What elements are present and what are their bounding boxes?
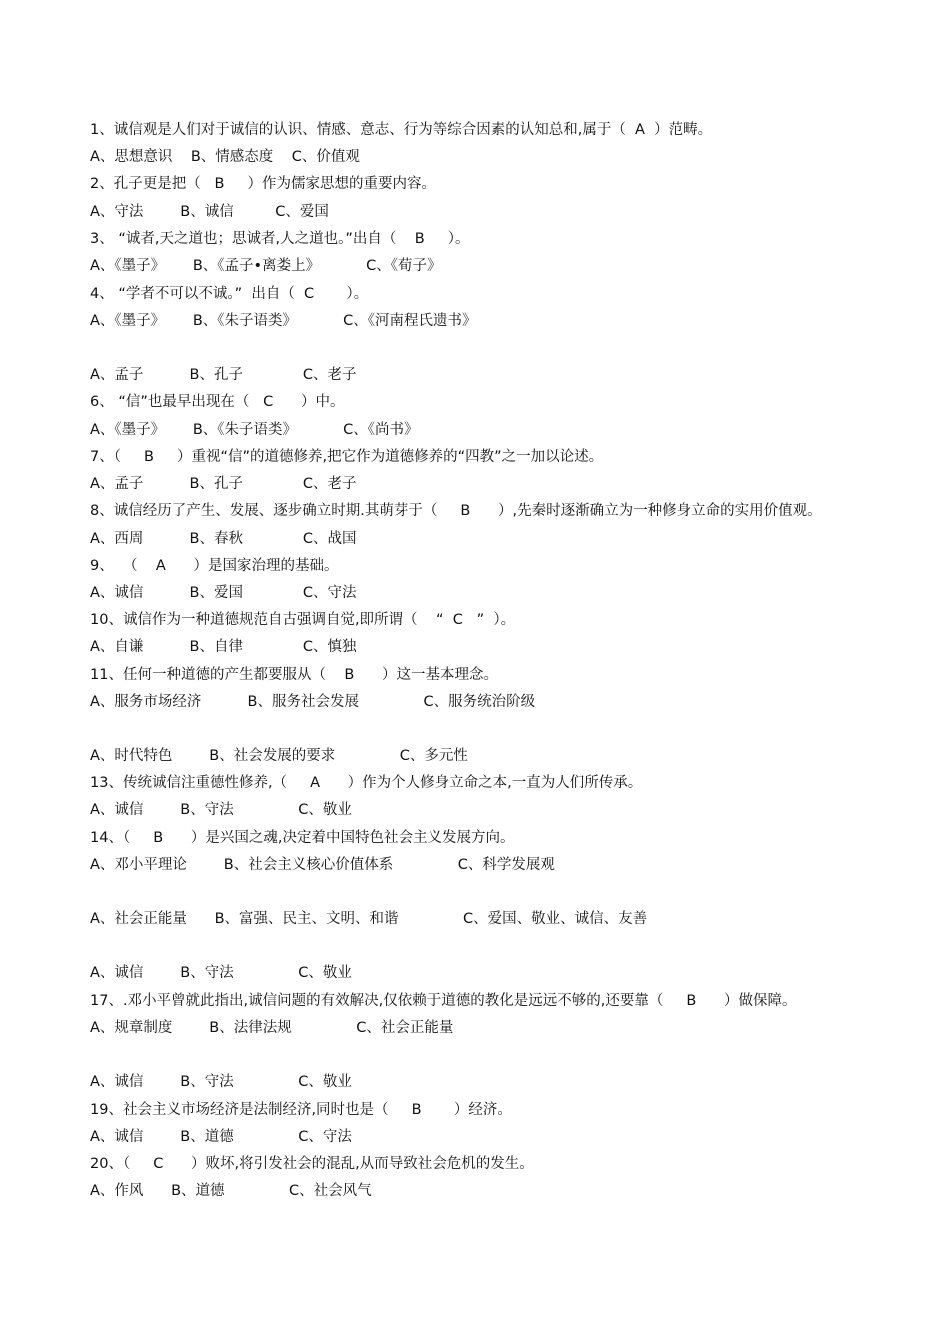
question-6: 6、 “信”也最早出现在（ C ）中。: [90, 394, 345, 410]
question-13: 13、传统诚信注重德性修养,（ A ）作为个人修身立命之本,一直为人们所传承。: [90, 775, 643, 791]
question-12-options: A、时代特色 B、社会发展的要求 C、多元性: [90, 748, 468, 764]
question-4: 4、 “学者不可以不诚。” 出自（ C ）。: [90, 286, 369, 302]
question-16-line-1-clipped: [90, 929, 890, 943]
question-2: 2、孔子更是把（ B ）作为儒家思想的重要内容。: [90, 176, 437, 192]
question-18-options: A、诚信 B、守法 C、敬业: [90, 1074, 352, 1090]
question-8-options: A、西周 B、春秋 C、战国: [90, 531, 357, 547]
question-12-line-2-clipped: [90, 728, 890, 740]
question-2-options: A、守法 B、诚信 C、爱国: [90, 204, 329, 220]
question-16-options: A、诚信 B、守法 C、敬业: [90, 965, 352, 981]
question-17: 17、.邓小平曾就此指出,诚信问题的有效解决,仅依赖于道德的教化是远远不够的,还要靠（ B ）做保障。: [90, 993, 797, 1009]
question-4-options: A、《墨子》 B、《朱子语类》 C、《河南程氏遗书》: [90, 313, 477, 329]
question-1: 1、诚信观是人们对于诚信的认识、情感、意志、行为等综合因素的认知总和,属于（ A ）范畴。: [90, 122, 713, 138]
question-17-options: A、规章制度 B、法律法规 C、社会正能量: [90, 1020, 454, 1036]
question-15-options: A、社会正能量 B、富强、民主、文明、和谐 C、爱国、敬业、诚信、友善: [90, 911, 648, 927]
question-12-line-1-clipped: [90, 712, 890, 726]
question-16-line-2-clipped: [90, 945, 890, 957]
question-18-line-2-clipped: [90, 1054, 890, 1066]
question-10-options: A、自谦 B、自律 C、慎独: [90, 639, 357, 655]
question-5-line-1-clipped: [90, 331, 890, 345]
question-13-options: A、诚信 B、守法 C、敬业: [90, 802, 352, 818]
question-20: 20、（ C ）败坏,将引发社会的混乱,从而导致社会危机的发生。: [90, 1156, 534, 1172]
question-14: 14、（ B ）是兴国之魂,决定着中国特色社会主义发展方向。: [90, 830, 515, 846]
question-7: 7、（ B ）重视“信”的道德修养,把它作为道德修养的“四教”之一加以论述。: [90, 449, 604, 465]
question-15-line-1-clipped: [90, 875, 890, 889]
question-19-options: A、诚信 B、道德 C、守法: [90, 1129, 352, 1145]
question-1-options: A、思想意识 B、情感态度 C、价值观: [90, 149, 360, 165]
question-11: 11、任何一种道德的产生都要服从（ B ）这一基本理念。: [90, 667, 498, 683]
question-9: 9、 （ A ）是国家治理的基础。: [90, 558, 339, 574]
question-10: 10、诚信作为一种道德规范自古强调自觉,即所谓（ “ C ” ）。: [90, 612, 516, 628]
question-7-options: A、孟子 B、孔子 C、老子: [90, 476, 357, 492]
question-3: 3、 “诚者,天之道也；思诚者,人之道也。”出自（ B ）。: [90, 231, 470, 247]
question-3-options: A、《墨子》 B、《孟子•离娄上》 C、《荀子》: [90, 258, 442, 274]
question-20-options: A、作风 B、道德 C、社会风气: [90, 1183, 372, 1199]
question-15-line-2-clipped: [90, 891, 890, 903]
question-8: 8、诚信经历了产生、发展、逐步确立时期.其萌芽于（ B ）,先秦时逐渐确立为一种修身立命的实用价值观。: [90, 503, 822, 519]
question-11-options: A、服务市场经济 B、服务社会发展 C、服务统治阶级: [90, 694, 536, 710]
question-19: 19、社会主义市场经济是法制经济,同时也是（ B ）经济。: [90, 1102, 512, 1118]
question-5-options: A、孟子 B、孔子 C、老子: [90, 367, 357, 383]
question-18-line-1-clipped: [90, 1038, 890, 1052]
question-14-options: A、邓小平理论 B、社会主义核心价值体系 C、科学发展观: [90, 857, 555, 873]
question-5-line-2-clipped: [90, 347, 890, 359]
question-6-options: A、《墨子》 B、《朱子语类》 C、《尚书》: [90, 422, 419, 438]
question-9-options: A、诚信 B、爱国 C、守法: [90, 585, 357, 601]
